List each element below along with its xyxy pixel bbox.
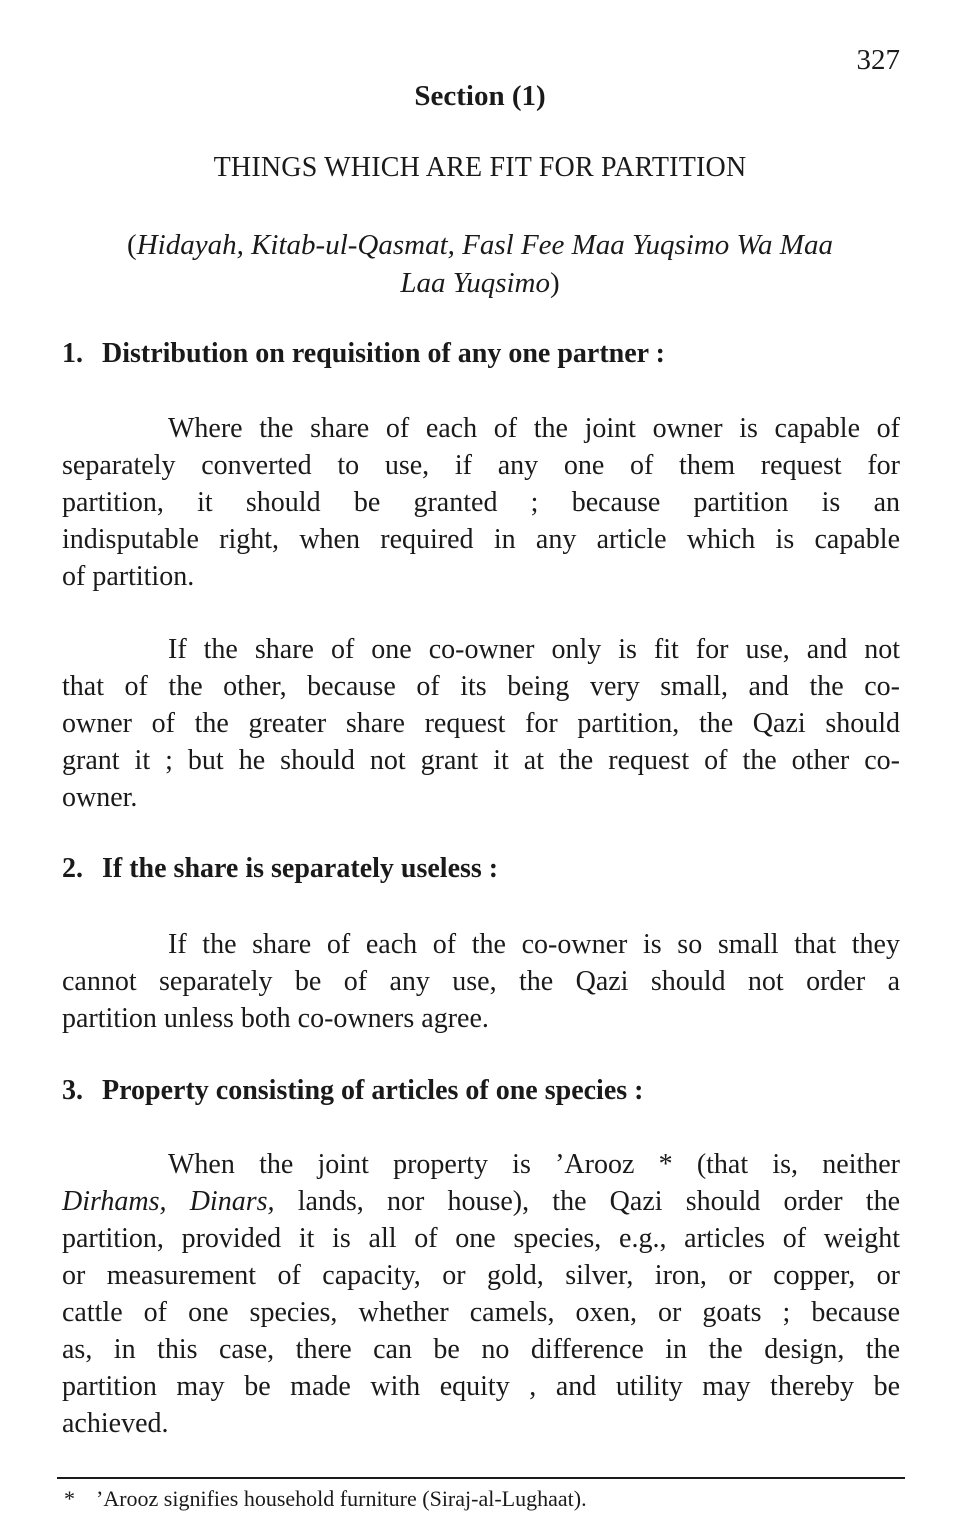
section-heading-text: If the share is separately useless : — [102, 853, 499, 884]
section-number: 2. — [62, 853, 83, 884]
text-line: cattle of one species, whether camels, oxen, or goats ; because — [62, 1297, 900, 1328]
section-2-paragraph-1 — [62, 926, 900, 1037]
page-number: 327 — [856, 44, 900, 76]
reference-close-paren: ) — [549, 267, 560, 299]
text-line: separately converted to use, if any one of them request for — [62, 450, 900, 481]
section-number: 3. — [62, 1075, 83, 1106]
section-number: 1. — [62, 338, 83, 369]
section-heading: Section (1) — [414, 80, 546, 112]
text-line: of partition. — [62, 561, 195, 592]
text-line: indisputable right, when required in any article which is capable — [62, 524, 900, 555]
text-line: When the joint property is ’Arooz * (that is, neither — [168, 1149, 900, 1180]
reference-line-2 — [80, 264, 880, 302]
section-3-heading — [62, 1075, 902, 1107]
reference-text-2: Laa Yuqsimo — [400, 267, 550, 299]
footnote-divider — [57, 1477, 905, 1479]
footnote-marker: * — [64, 1486, 75, 1511]
text-line: If the share of each of the co-owner is so small that they — [168, 929, 900, 960]
reference-line-1 — [80, 226, 880, 264]
reference-text-1: Hidayah, Kitab-ul-Qasmat, Fasl Fee Maa Yuqsimo Wa Maa — [136, 229, 833, 261]
text-line: partition unless both co-owners agree. — [62, 1003, 489, 1034]
text-line: achieved. — [62, 1408, 169, 1439]
text-line: partition, provided it is all of one species, e.g., articles of weight — [62, 1223, 900, 1254]
text-line: Where the share of each of the joint owner is capable of — [168, 413, 900, 444]
section-1-heading — [62, 338, 902, 370]
section-heading-text: Distribution on requisition of any one partner : — [102, 338, 665, 369]
text-line: partition may be made with equity , and utility may thereby be — [62, 1371, 900, 1402]
text-line: grant it ; but he should not grant it at the request of the other co- — [62, 745, 900, 776]
line-remainder: lands, nor house), the Qazi should order the — [297, 1186, 901, 1217]
section-1-paragraph-2 — [62, 631, 900, 816]
text-line: that of the other, because of its being very small, and the co- — [62, 671, 900, 702]
italic-term-dirhams: Dirhams, — [62, 1186, 167, 1217]
section-2-heading — [62, 853, 902, 885]
text-line: owner of the greater share request for partition, the Qazi should — [62, 708, 900, 739]
italic-term-dinars: Dinars, — [189, 1186, 275, 1217]
source-reference — [80, 226, 880, 302]
section-title: THINGS WHICH ARE FIT FOR PARTITION — [213, 152, 747, 183]
text-line-with-italics — [62, 1183, 900, 1220]
text-line: cannot separately be of any use, the Qazi should not order a — [62, 966, 900, 997]
section-3-paragraph-1 — [62, 1146, 900, 1442]
section-heading-text: Property consisting of articles of one species : — [102, 1075, 644, 1106]
text-line: If the share of one co-owner only is fit for use, and not — [168, 634, 900, 665]
section-1-paragraph-1 — [62, 410, 900, 595]
text-line: partition, it should be granted ; because partition is an — [62, 487, 900, 518]
footnote-text: ’Arooz signifies household furniture (Siraj-al-Lughaat). — [96, 1486, 587, 1511]
text-line: or measurement of capacity, or gold, silver, iron, or copper, or — [62, 1260, 900, 1291]
text-line: as, in this case, there can be no difference in the design, the — [62, 1334, 900, 1365]
footnote — [64, 1486, 587, 1512]
text-line: owner. — [62, 782, 138, 813]
reference-open-paren: ( — [127, 229, 137, 261]
